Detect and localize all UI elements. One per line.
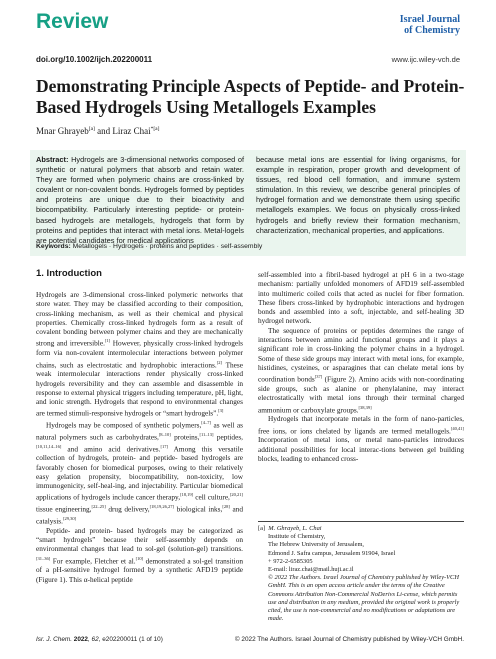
text-run: demonstrated a sol-gel transition of a pH-sensitive hydrogel formed by a synthetic AFD19 peptide (Figure 1). This α-helical peptide bbox=[36, 555, 243, 584]
affiliation-marker: [a] bbox=[88, 126, 95, 132]
text-run: and amino acid derivatives. bbox=[61, 443, 161, 453]
text-run: peptides, bbox=[213, 432, 243, 442]
text-run: However, physically cross-linked hydrogels form via non-covalent intermolecular interactions between polymer chains, such as electrostatic and hydrophobic interactions. bbox=[36, 338, 243, 369]
section-heading: 1. Introduction bbox=[36, 268, 102, 279]
body-column-right bbox=[258, 270, 464, 463]
journal-abbrev: Isr. J. Chem. bbox=[36, 636, 74, 643]
keywords-label: Keywords: bbox=[36, 243, 71, 250]
citation[interactable]: [3] bbox=[218, 408, 224, 414]
text-run: Peptide- and protein- based hydrogels may be categorized as “smart hydrogels” because their self-assembly depends on environmental changes that lead to sol-gel (solution-gel) transitions. bbox=[36, 525, 243, 554]
footnote-divider bbox=[258, 521, 464, 522]
text-run: proteins, bbox=[170, 432, 200, 442]
text-run: tissue engineering, bbox=[36, 504, 92, 514]
author-line bbox=[36, 126, 159, 136]
footer-volume: , 62 bbox=[87, 636, 99, 643]
footnote-line: The Hebrew University of Jerusalem, bbox=[268, 541, 365, 549]
journal-name-line2: of Chemistry bbox=[404, 25, 460, 36]
footer-pages: , e202200011 (1 of 10) bbox=[98, 636, 163, 643]
text-run: as well as natural polymers such as carbohydrates, bbox=[36, 420, 243, 442]
keywords-line bbox=[36, 243, 262, 250]
footnote-line: Institute of Chemistry, bbox=[268, 533, 326, 541]
affiliation-footnote bbox=[258, 525, 464, 623]
author-conjunction: and bbox=[94, 126, 113, 136]
citation[interactable]: [1] bbox=[104, 338, 111, 344]
citation[interactable]: [10,11,14–16] bbox=[36, 443, 62, 449]
footnote-authors: M. Ghrayeb, L. Chai bbox=[268, 525, 322, 532]
text-run: Hydrogels that incorporate metals in the form of nano-particles, free ions, or ions chelated by ligands are termed metallogels. bbox=[258, 414, 464, 436]
citation-footer bbox=[36, 636, 163, 643]
journal-name-line1: Israel Journal bbox=[399, 14, 460, 25]
citation[interactable]: [10] bbox=[135, 555, 144, 561]
citation[interactable]: [20,21] bbox=[229, 492, 244, 498]
author-name: Mnar Ghrayeb bbox=[36, 126, 89, 136]
citation[interactable]: [18,19] bbox=[180, 492, 194, 498]
text-run: and catalysis. bbox=[36, 504, 243, 526]
section-label: Review bbox=[36, 10, 109, 33]
footnote-line: + 972-2-6585305 bbox=[268, 557, 313, 565]
journal-logo bbox=[400, 14, 460, 36]
citation[interactable]: [40,41] bbox=[450, 425, 464, 431]
footnote-email[interactable]: E-mail: liraz.chai@mail.huji.ac.il bbox=[268, 566, 354, 574]
paragraph bbox=[36, 290, 243, 418]
text-run: (Figure 2). Amino acids with non-coordinating side groups, such as alanine or phenylalanine, may interact electrostatically with metal ions through their terminal charged ammonium or carboxylate groups. bbox=[258, 374, 464, 414]
citation[interactable]: [11‒13] bbox=[199, 431, 214, 437]
citation[interactable]: [38,39] bbox=[358, 404, 372, 410]
text-run: Among this versatile collection of hydrogels, protein- and peptide- based hydrogels are favorably chosen for biomedical purposes, owing to their relatively easy gelation propensity, biocompatibility, non-toxicity, low immunogenicity, self-heal-ing, and injectability. Particular biomedical applications of hydrogels include cancer therapy, bbox=[36, 443, 243, 502]
author-name: Liraz Chai bbox=[112, 126, 151, 136]
text-run: drug delivery, bbox=[105, 504, 150, 514]
paragraph: self-assembled into a fibril-based hydrogel at pH 6 in a two-stage mechanism: partially unfolded monomers of AFD19 self-assembled into multimeric coiled coils that acted as nuclei for fiber formation. These fibers cross-linked by hydrophobic interactions and hydrogen bonds and assembled into a soft, injectable, and self-healing 3D hydrogel network. bbox=[258, 270, 464, 326]
citation[interactable]: [8–10] bbox=[158, 431, 171, 437]
text-run: Hydrogels may be composed of synthetic polymers, bbox=[46, 420, 202, 430]
paragraph bbox=[258, 326, 464, 415]
text-run: For example, Fletcher et al. bbox=[50, 555, 136, 565]
abstract-text: Hydrogels are 3-dimensional networks composed of synthetic or natural polymers that absorb and retain water. They are formed when polymeric chains are cross-linked by covalent or non-covalent bonds. Hydrogels formed by peptides and proteins are unique due to their bioactivity and biocompatibility. Particularly interesting peptide- or protein-based hydrogels are metallogels, hydrogels that form by proteins and peptides that interact with metal ions. Metal-logels are potential candidates for medical applications bbox=[36, 155, 244, 245]
footer-year: 2022 bbox=[73, 636, 88, 643]
article-title: Demonstrating Principle Aspects of Peptide- and Protein-Based Hydrogels Using Metallogels Examples bbox=[36, 76, 465, 117]
doi-link[interactable]: doi.org/10.1002/ijch.202200011 bbox=[36, 55, 153, 64]
journal-url-link[interactable]: www.ijc.wiley-vch.de bbox=[391, 55, 460, 64]
body-column-left bbox=[36, 290, 243, 584]
citation[interactable]: [37] bbox=[314, 374, 323, 380]
text-run: The sequence of proteins or peptides determines the range of interactions between amino acid functional groups and it plays a significant role in cross-linking the polymer chains in a hydrogel. Some of these side groups may interact with metal ions, for example, histidines, cysteines, or asparagines that can chelate metal ions by coordination bonds bbox=[258, 325, 464, 384]
text-run: These weak intermolecular interactions render physically cross-linked hydrogels reversibility and they can assemble and disassemble in response to external physical triggers including temperature, pH, light, and ionic strength. Hydrogels that respond to environmental changes are termed stimuli-responsive hydrogels or “smart hydrogels”. bbox=[36, 359, 243, 418]
paragraph bbox=[36, 418, 243, 526]
citation[interactable]: [2] bbox=[216, 359, 222, 365]
paragraph bbox=[36, 526, 243, 584]
citation[interactable]: [29,30] bbox=[62, 515, 77, 521]
citation[interactable]: [31‒36] bbox=[36, 555, 51, 561]
abstract-left-column bbox=[36, 155, 244, 246]
citation[interactable]: [18,19,26,27] bbox=[149, 504, 174, 510]
citation[interactable]: [22–25] bbox=[91, 504, 106, 510]
citation[interactable]: [17] bbox=[160, 443, 168, 449]
license-notice: © 2022 The Authors. Israel Journal of Chemistry published by Wiley-VCH GmbH. This is an open access article under the terms of the Creative Commons Attribution Non-Commercial NoDerivs Li-cense, which permits use and distribution in any medium, provided the original work is properly cited, the use is non-commercial and no modifications or adaptations are made. bbox=[268, 574, 460, 623]
citation[interactable]: [4–7] bbox=[201, 420, 212, 426]
text-run: Hydrogels are 3-dimensional cross-linked polymeric networks that store water. They may be classified according to their composition, cross-linking mechanism, as well as their chemical and physical properties. Chemically cross-linked hydrogels form as a result of covalent bonding between polymer chains and they are mechanically strong and irreversible. bbox=[36, 290, 243, 348]
copyright-footer: © 2022 The Authors. Israel Journal of Chemistry published by Wiley-VCH GmbH. bbox=[234, 636, 464, 643]
text-run: Incorporation of metal ions, or metal nano-particles introduces additional possibilities for local interac-tions between gel building blocks, leading to enhanced cross- bbox=[258, 435, 464, 463]
footnote-label: [a] bbox=[258, 525, 266, 532]
affiliation-marker: *[a] bbox=[150, 126, 160, 132]
paragraph bbox=[258, 414, 464, 463]
abstract-box bbox=[30, 150, 466, 256]
footnote-name-line bbox=[258, 525, 464, 533]
text-run: biological inks, bbox=[173, 504, 223, 514]
citation[interactable]: [28] bbox=[222, 504, 230, 510]
abstract-label: Abstract: bbox=[36, 155, 69, 164]
footnote-line: Edmond J. Safra campus, Jerusalem 91904, Israel bbox=[268, 549, 396, 557]
text-run: cell culture, bbox=[193, 492, 230, 502]
keywords-text: Metallogels · Hydrogels · proteins and peptides · self-assembly bbox=[70, 243, 263, 250]
abstract-right-column: because metal ions are essential for living organisms, for example in respiration, proper growth and development of tissues, red blood cell formation, and immune system stimulation. In this review, we describe general principles of hydrogel formation and we demonstrate them using specific metallogels examples. We focus on physically cross-linked hydrogels and briefly review their formation mechanism, characterization, mechanical properties, and applications. bbox=[256, 155, 460, 235]
